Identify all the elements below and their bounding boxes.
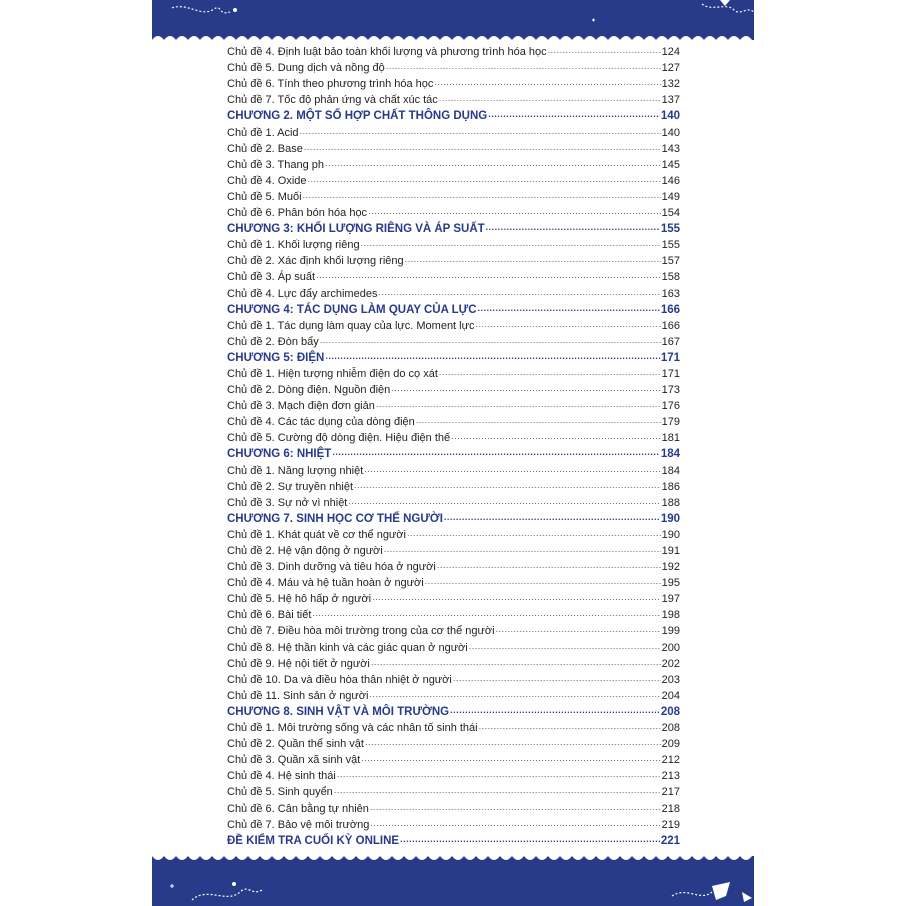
toc-entry-title: Chủ đề 5. Muối <box>227 190 302 203</box>
toc-page-number: 188 <box>661 496 680 509</box>
toc-entry-title: Chủ đề 4. Lực đẩy archimedes <box>227 287 378 300</box>
toc-entry-title: Chủ đề 3. Quần xã sinh vật <box>227 754 361 767</box>
dot-leader <box>320 336 661 345</box>
toc-page-number: 181 <box>661 432 680 445</box>
toc-entry-title: Chủ đề 5. Cường độ dòng điện. Hiệu điện thế <box>227 432 451 445</box>
dot-leader <box>488 110 660 119</box>
toc-topic-row <box>227 734 680 750</box>
toc-topic-row <box>227 122 680 138</box>
dot-leader <box>369 690 660 699</box>
toc-page-number: 195 <box>661 577 680 590</box>
toc-topic-row <box>227 477 680 493</box>
toc-entry-title: Chủ đề 6. Tính theo phương trình hóa học <box>227 78 434 91</box>
toc-page-number: 217 <box>661 786 680 799</box>
toc-entry-title: Chủ đề 8. Hệ thần kinh và các giác quan ở người <box>227 641 468 654</box>
dot-leader <box>386 62 661 71</box>
toc-page-number: 199 <box>661 625 680 638</box>
toc-entry-title: Chủ đề 11. Sinh sản ở người <box>227 689 369 702</box>
toc-entry-title: Chủ đề 2. Xác định khối lượng riêng <box>227 255 404 268</box>
toc-topic-row <box>227 203 680 219</box>
dot-leader <box>337 770 661 779</box>
toc-entry-title: Chủ đề 1. Tác dụng làm quay của lực. Moment lực <box>227 319 475 332</box>
dot-leader <box>479 722 661 731</box>
dot-leader <box>368 207 661 216</box>
dot-leader <box>496 625 661 634</box>
toc-entry-title: Chủ đề 2. Hệ vận động ở người <box>227 545 383 557</box>
toc-page-number: 202 <box>661 657 680 670</box>
toc-entry-title: Chủ đề 10. Da và điều hòa thân nhiệt ở người <box>227 673 452 686</box>
toc-page-number: 203 <box>661 673 680 686</box>
toc-page-number: 221 <box>660 834 680 847</box>
dot-leader <box>391 384 660 393</box>
toc-topic-row <box>227 235 680 251</box>
dot-leader <box>439 94 661 103</box>
dot-leader <box>364 465 660 474</box>
toc-page-number: 204 <box>661 689 680 702</box>
toc-chapter-row <box>227 444 680 460</box>
toc-page-number: 146 <box>661 174 680 187</box>
toc-page-number: 166 <box>661 319 680 332</box>
toc-entry-title: Chủ đề 3. Thang ph <box>227 158 325 171</box>
dot-leader <box>334 786 661 795</box>
toc-topic-row <box>227 815 680 831</box>
dot-leader <box>370 819 660 828</box>
dot-leader <box>348 497 660 506</box>
dot-leader <box>332 448 659 457</box>
toc-entry-title: CHƯƠNG 2. MỘT SỐ HỢP CHẤT THÔNG DỤNG <box>227 110 488 123</box>
toc-chapter-row <box>227 300 680 316</box>
dot-leader <box>453 674 661 683</box>
toc-page-number: 137 <box>661 94 680 107</box>
toc-topic-row <box>227 251 680 267</box>
toc-page-number: 192 <box>661 561 680 574</box>
toc-topic-row <box>227 686 680 702</box>
toc-topic-row <box>227 782 680 798</box>
toc-entry-title: Chủ đề 7. Điều hòa môi trường trong của cơ thể người <box>227 625 495 638</box>
dot-leader <box>300 127 661 136</box>
toc-entry-title: CHƯƠNG 6: NHIỆT <box>227 448 332 461</box>
toc-topic-row <box>227 139 680 155</box>
toc-page-number: 140 <box>660 110 680 123</box>
toc-entry-title: Chủ đề 3. Mạch điện đơn giản <box>227 400 375 413</box>
toc-entry-title: CHƯƠNG 3: KHỐI LƯỢNG RIÊNG VÀ ÁP SUẤT <box>227 223 485 236</box>
toc-page-number: 171 <box>661 367 680 380</box>
toc-entry-title: CHƯƠNG 8. SINH VẬT VÀ MÔI TRƯỜNG <box>227 705 450 718</box>
toc-page-number: 208 <box>661 722 680 735</box>
dot-leader <box>303 191 661 200</box>
toc-page-number: 213 <box>661 770 680 783</box>
dot-leader <box>361 754 660 763</box>
dot-leader <box>378 288 660 297</box>
toc-topic-row <box>227 74 680 90</box>
toc-page-number: 190 <box>661 528 680 541</box>
bottom-wave-decoration <box>152 856 754 906</box>
dot-leader <box>416 416 661 425</box>
toc-topic-row <box>227 718 680 734</box>
toc-entry-title: Chủ đề 1. Khát quát về cơ thể người <box>227 528 406 541</box>
toc-entry-title: ĐỀ KIỂM TRA CUỐI KỲ ONLINE <box>227 834 400 847</box>
toc-entry-title: Chủ đề 7. Tốc độ phản ứng và chất xúc tác <box>227 94 438 107</box>
toc-page-number: 127 <box>661 62 680 75</box>
toc-topic-row <box>227 605 680 621</box>
toc-page-number: 198 <box>661 609 680 622</box>
toc-topic-row <box>227 380 680 396</box>
toc-entry-title: Chủ đề 1. Khối lượng riêng <box>227 239 360 252</box>
dot-leader <box>405 255 661 264</box>
toc-topic-row <box>227 412 680 428</box>
toc-topic-row <box>227 573 680 589</box>
toc-chapter-row <box>227 831 680 847</box>
bottom-decorative-band <box>152 856 754 906</box>
toc-entry-title: Chủ đề 1. Môi trường sống và các nhân tố sinh thái <box>227 722 478 735</box>
toc-entry-title: Chủ đề 1. Năng lượng nhiệt <box>227 464 364 477</box>
dot-leader <box>325 352 660 361</box>
dot-leader <box>304 143 661 152</box>
toc-topic-row <box>227 557 680 573</box>
toc-topic-row <box>227 428 680 444</box>
toc-topic-row <box>227 637 680 653</box>
dot-leader <box>450 706 660 715</box>
book-page <box>152 0 754 906</box>
toc-page-number: 145 <box>661 158 680 171</box>
toc-entry-title: Chủ đề 6. Phân bón hóa học <box>227 207 368 220</box>
toc-entry-title: Chủ đề 5. Hệ hô hấp ở người <box>227 593 372 606</box>
toc-topic-row <box>227 589 680 605</box>
dot-leader <box>439 368 661 377</box>
toc-topic-row <box>227 766 680 782</box>
toc-page-number: 154 <box>661 207 680 220</box>
toc-entry-title: Chủ đề 3. Dinh dưỡng và tiêu hóa ở người <box>227 561 436 574</box>
toc-page-number: 184 <box>660 448 680 461</box>
toc-topic-row <box>227 283 680 299</box>
toc-entry-title: Chủ đề 2. Base <box>227 142 303 155</box>
toc-page-number: 190 <box>660 512 680 525</box>
dot-leader <box>548 46 661 55</box>
toc-page-number: 158 <box>661 271 680 284</box>
toc-entry-title: Chủ đề 4. Hệ sinh thái <box>227 770 336 783</box>
dot-leader <box>469 642 661 651</box>
toc-chapter-row <box>227 702 680 718</box>
toc-entry-title: Chủ đề 3. Sự nở vì nhiệt <box>227 496 348 509</box>
toc-chapter-row <box>227 509 680 525</box>
toc-entry-title: Chủ đề 4. Các tác dụng của dòng điện <box>227 416 415 429</box>
toc-page-number: 124 <box>661 46 680 59</box>
dot-leader <box>372 593 661 602</box>
toc-entry-title: Chủ đề 9. Hệ nội tiết ở người <box>227 657 370 670</box>
toc-entry-title: Chủ đề 4. Định luật bảo toàn khối lượng và phương trình hóa học <box>227 46 547 59</box>
dot-leader <box>325 159 661 168</box>
toc-topic-row <box>227 42 680 58</box>
toc-topic-row <box>227 267 680 283</box>
toc-topic-row <box>227 364 680 380</box>
toc-page-number: 186 <box>661 480 680 493</box>
toc-page-number: 212 <box>661 754 680 767</box>
toc-topic-row <box>227 171 680 187</box>
toc-topic-row <box>227 798 680 814</box>
toc-entry-title: CHƯƠNG 7. SINH HỌC CƠ THỂ NGƯỜI <box>227 512 443 525</box>
toc-page-number: 171 <box>660 351 680 364</box>
toc-topic-row <box>227 621 680 637</box>
toc-entry-title: Chủ đề 6. Cân bằng tự nhiên <box>227 802 369 815</box>
toc-entry-title: Chủ đề 7. Bảo vệ môi trường <box>227 818 370 831</box>
toc-entry-title: Chủ đề 4. Oxide <box>227 174 307 187</box>
toc-page-number: 176 <box>661 400 680 413</box>
toc-topic-row <box>227 493 680 509</box>
dot-leader <box>384 545 661 554</box>
toc-page-number: 149 <box>661 190 680 203</box>
toc-page-number: 155 <box>660 223 680 236</box>
top-wave-decoration <box>152 0 754 40</box>
dot-leader <box>365 738 661 747</box>
toc-topic-row <box>227 750 680 766</box>
dot-leader <box>486 223 660 232</box>
dot-leader <box>354 481 661 490</box>
toc-page-number: 191 <box>661 545 680 557</box>
toc-entry-title: Chủ đề 1. Hiện tượng nhiễm điện do cọ xát <box>227 367 438 380</box>
toc-page-number: 140 <box>661 126 680 139</box>
toc-topic-row <box>227 396 680 412</box>
dot-leader <box>475 320 660 329</box>
toc-entry-title: CHƯƠNG 5: ĐIỆN <box>227 351 325 364</box>
toc-chapter-row <box>227 348 680 364</box>
toc-entry-title: Chủ đề 6. Bài tiết <box>227 609 312 622</box>
toc-page-number: 166 <box>660 303 680 316</box>
toc-topic-row <box>227 316 680 332</box>
toc-page-number: 197 <box>661 593 680 606</box>
toc-page-number: 173 <box>661 384 680 397</box>
dot-leader <box>308 175 661 184</box>
toc-page-number: 179 <box>661 416 680 429</box>
toc-chapter-row <box>227 106 680 122</box>
toc-page-number: 157 <box>661 255 680 268</box>
toc-entry-title: Chủ đề 2. Dòng điện. Nguồn điện <box>227 384 391 397</box>
toc-page-number: 184 <box>661 464 680 477</box>
dot-leader <box>400 835 660 844</box>
dot-leader <box>370 803 661 812</box>
toc-page-number: 200 <box>661 641 680 654</box>
toc-topic-row <box>227 90 680 106</box>
toc-page-number: 219 <box>661 818 680 831</box>
toc-page-number: 167 <box>661 335 680 348</box>
dot-leader <box>434 78 660 87</box>
toc-entry-title: Chủ đề 1. Acid <box>227 126 299 139</box>
toc-entry-title: Chủ đề 3. Áp suất <box>227 271 316 284</box>
toc-page-number: 143 <box>661 142 680 155</box>
toc-page-number: 163 <box>661 287 680 300</box>
toc-topic-row <box>227 58 680 74</box>
toc-topic-row <box>227 541 680 557</box>
dot-leader <box>361 239 661 248</box>
toc-topic-row <box>227 654 680 670</box>
dot-leader <box>437 561 661 570</box>
toc-entry-title: Chủ đề 4. Máu và hệ tuần hoàn ở người <box>227 577 424 590</box>
toc-topic-row <box>227 525 680 541</box>
toc-page-number: 155 <box>661 239 680 252</box>
toc-topic-row <box>227 187 680 203</box>
toc-entry-title: Chủ đề 2. Đòn bẩy <box>227 335 319 348</box>
toc-chapter-row <box>227 219 680 235</box>
toc-topic-row <box>227 155 680 171</box>
toc-page-number: 208 <box>660 705 680 718</box>
top-decorative-band <box>152 0 754 40</box>
toc-page-number: 209 <box>661 738 680 751</box>
toc-entry-title: Chủ đề 5. Sinh quyển <box>227 786 333 799</box>
toc-page-number: 132 <box>661 78 680 91</box>
dot-leader <box>451 432 661 441</box>
toc-topic-row <box>227 460 680 476</box>
toc-topic-row <box>227 332 680 348</box>
toc-entry-title: CHƯƠNG 4: TÁC DỤNG LÀM QUAY CỦA LỰC <box>227 303 477 316</box>
dot-leader <box>371 658 661 667</box>
table-of-contents <box>227 42 680 847</box>
toc-entry-title: Chủ đề 2. Quần thể sinh vật <box>227 738 364 751</box>
dot-leader <box>316 271 661 280</box>
dot-leader <box>425 577 661 586</box>
dot-leader <box>312 609 660 618</box>
dot-leader <box>376 400 661 409</box>
dot-leader <box>444 513 660 522</box>
toc-page-number: 218 <box>661 802 680 815</box>
toc-topic-row <box>227 670 680 686</box>
toc-entry-title: Chủ đề 5. Dung dịch và nồng độ <box>227 62 385 75</box>
dot-leader <box>478 304 660 313</box>
toc-entry-title: Chủ đề 2. Sự truyền nhiệt <box>227 480 353 493</box>
dot-leader <box>407 529 661 538</box>
